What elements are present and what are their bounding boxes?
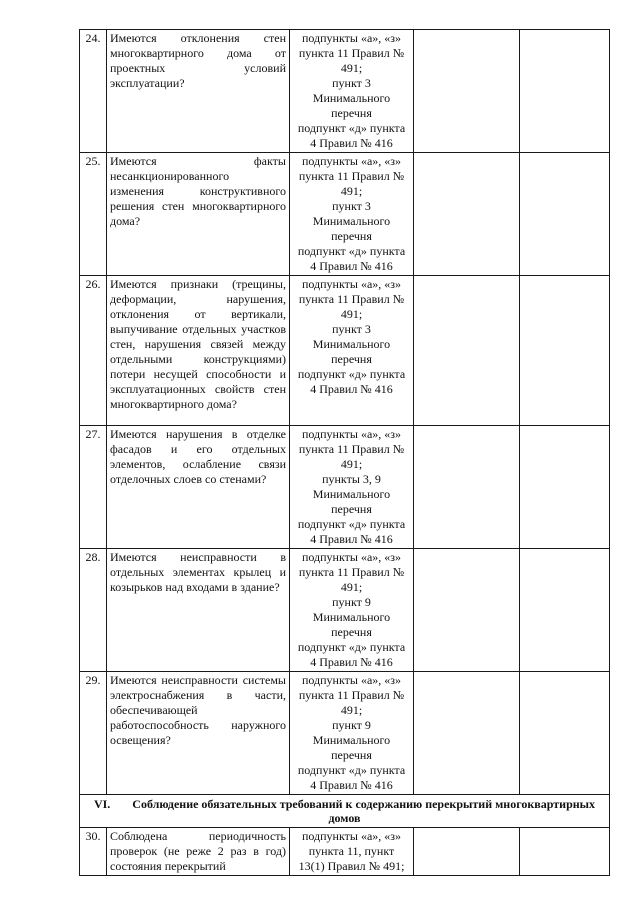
note-cell <box>520 153 610 276</box>
legal-reference: подпункты «а», «з» пункта 11, пункт 13(1) Правил № 491; <box>290 828 414 876</box>
legal-reference: подпункты «а», «з» пункта 11 Правил № 491; пункт 3 Минимального перечня подпункт «д» пункта 4 Правил № 416 <box>290 276 414 426</box>
table-row <box>80 549 610 672</box>
answer-cell <box>414 276 520 426</box>
row-number: 26. <box>80 276 107 426</box>
answer-cell <box>414 426 520 549</box>
row-number: 27. <box>80 426 107 549</box>
note-cell <box>520 30 610 153</box>
section-header-group <box>80 795 610 828</box>
note-cell <box>520 672 610 795</box>
row-number: 28. <box>80 549 107 672</box>
table-row <box>80 153 610 276</box>
answer-cell <box>414 153 520 276</box>
answer-cell <box>414 672 520 795</box>
row-number: 24. <box>80 30 107 153</box>
legal-reference: подпункты «а», «з» пункта 11 Правил № 491; пункт 3 Минимального перечня подпункт «д» пункта 4 Правил № 416 <box>290 153 414 276</box>
table-row <box>80 276 610 426</box>
section-number: VI. <box>93 797 111 811</box>
row-number: 25. <box>80 153 107 276</box>
section-title: Соблюдение обязательных требований к содержанию перекрытий многоквартирных домов <box>132 797 596 825</box>
row-number: 30. <box>80 828 107 876</box>
note-cell <box>520 276 610 426</box>
note-cell <box>520 549 610 672</box>
checklist-rows <box>80 30 610 795</box>
note-cell <box>520 426 610 549</box>
legal-reference: подпункты «а», «з» пункта 11 Правил № 491; пункты 3, 9 Минимального перечня подпункт «д» пункта 4 Правил № 416 <box>290 426 414 549</box>
legal-reference: подпункты «а», «з» пункта 11 Правил № 491; пункт 9 Минимального перечня подпункт «д» пункта 4 Правил № 416 <box>290 549 414 672</box>
table-row <box>80 426 610 549</box>
section-header-cell <box>80 795 610 828</box>
checklist-table <box>79 29 610 876</box>
answer-cell <box>414 828 520 876</box>
legal-reference: подпункты «а», «з» пункта 11 Правил № 491; пункт 9 Минимального перечня подпункт «д» пункта 4 Правил № 416 <box>290 672 414 795</box>
table-row <box>80 828 610 876</box>
table-row <box>80 30 610 153</box>
answer-cell <box>414 549 520 672</box>
requirement-question: Имеются отклонения стен многоквартирного дома от проектных условий эксплуатации? <box>107 30 290 153</box>
section-header-row <box>80 795 610 828</box>
requirement-question: Имеются неисправности системы электроснабжения в части, обеспечивающей работоспособность наружного освещения? <box>107 672 290 795</box>
legal-reference: подпункты «а», «з» пункта 11 Правил № 491; пункт 3 Минимального перечня подпункт «д» пункта 4 Правил № 416 <box>290 30 414 153</box>
answer-cell <box>414 30 520 153</box>
table-row <box>80 672 610 795</box>
checklist-rows-continued <box>80 828 610 876</box>
requirement-question: Имеются нарушения в отделке фасадов и его отдельных элементов, ослабление связи отделочных слоев со стенами? <box>107 426 290 549</box>
row-number: 29. <box>80 672 107 795</box>
requirement-question: Имеются факты несанкционированного изменения конструктивного решения стен многоквартирного дома? <box>107 153 290 276</box>
requirement-question: Соблюдена периодичность проверок (не реже 2 раз в год) состояния перекрытий <box>107 828 290 876</box>
note-cell <box>520 828 610 876</box>
requirement-question: Имеются признаки (трещины, деформации, нарушения, отклонения от вертикали, выпучивание отдельных участков стен, нарушения связей между отдельными конструкциями) потери несущей способности и эксплуатационных свойств стен многоквартирного дома? <box>107 276 290 426</box>
requirement-question: Имеются неисправности в отдельных элементах крылец и козырьков над входами в здание? <box>107 549 290 672</box>
